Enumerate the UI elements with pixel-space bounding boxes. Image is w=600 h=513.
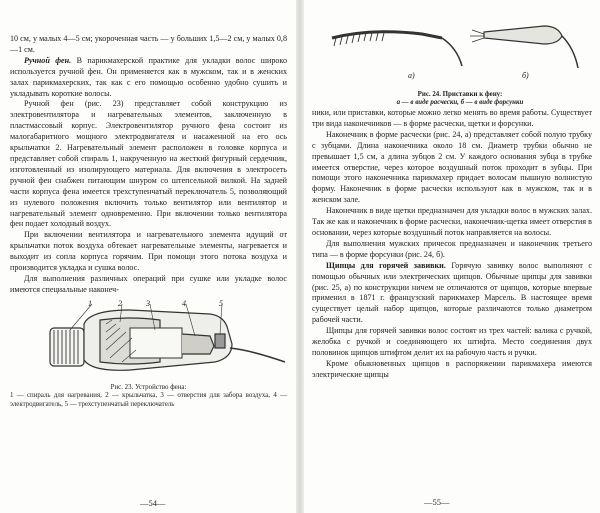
left-paragraph-2-text: В парикмахерской практике для укладки волос широко используется ручной фен. Он применяется как в мужском, так и в женских залах парикмахерских, так как с его помощью особенно удобно сушить и укладывать короткие волосы. bbox=[10, 55, 287, 98]
fig23-label-1: 1 bbox=[88, 299, 92, 308]
left-paragraph-3: Ручной фен (рис. 23) представляет собой конструкцию из электровентилятора и нагревательных элементов, заключенную в пластмассовый корпус. Электровентилятор ручного фена состоит из малогабаритного мощного электродвигателя и насаженной на его ось крыльчатки 2. Нагревательный элемент расположен в головке корпуса и представляет собой спираль 1, накрученную на жесткий фигурный сердечник, изготовленный из изолирующего материала. Для включения в электросеть ручной фен снабжен питающим шнуром со штепсельной вилкой. На задней части корпуса фена имеется трехступенчатый переключатель 5, позволяющий из нулевого положения включить только вентилятор или вентилятор и нагревательный элемент одновременно. При включении только вентилятора фен подает холодный воздух. bbox=[10, 99, 287, 229]
right-paragraph-5 bbox=[312, 261, 592, 326]
right-paragraph-6: Щипцы для горячей завивки волос состоят из трех частей: валика с ручкой, желобка с ручкой и соединяющего их штифта. Место соединения двух половинок щипцов штифтом делит их на рабочую часть и ручки. bbox=[312, 326, 592, 357]
figure-24-attachments bbox=[312, 8, 594, 88]
left-paragraph-1: 10 см, у малых 4—5 см; укороченная часть — у больших 1,5—2 см, у малых 0,8—1 см. bbox=[10, 34, 287, 54]
fig24-label-b: б) bbox=[522, 71, 529, 80]
fig23-label-4: 4 bbox=[182, 299, 186, 308]
fig23-label-3: 3 bbox=[146, 299, 150, 308]
left-paragraph-2 bbox=[10, 56, 287, 100]
right-paragraph-3: Наконечник в виде щетки предназначен для укладки волос в мужских залах. Так же как и наконечник в форме расчески, наконечник-щетка имеет отверстия в основании, через которые воздушный поток направляется на волосы. bbox=[312, 206, 592, 237]
page-number-right: —55— bbox=[424, 497, 450, 507]
fig23-label-2: 2 bbox=[118, 299, 122, 308]
right-paragraph-1: ники, или приставки, которые можно легко менять во время работы. Существует три вида наконечников — в форме расчески, щетки и форсунки. bbox=[312, 108, 592, 128]
figure-23-title: Рис. 23. Устройство фена: bbox=[110, 383, 187, 391]
fig24-label-a: а) bbox=[408, 71, 415, 80]
figure-24-title: Рис. 24. Приставки к фену: bbox=[417, 91, 503, 98]
figure-24-legend: а — в виде расчески, б — в виде форсунки bbox=[396, 99, 524, 107]
right-paragraph-2: Наконечник в форме расчески (рис. 24, а) представляет собой полую трубку с зубцами. Длина наконечника около 18 см. Диаметр трубки обычно не превышает 1,5 см, а длина зубцов 2 см. У каждого основания зубца в трубке имеется отверстие, через которое воздушный поток проходит в зубцы. При помощи этого наконечника парикмахер придает волосам пышную волнистую форму. Наконечник в форме расчески используют как в мужском, так и в женском зале. bbox=[312, 129, 592, 205]
hair-dryer-cutaway-illustration bbox=[10, 300, 287, 382]
figure-23-legend: 1 — спираль для нагревания, 2 — крыльчатка, 3 — отверстия для забора воздуха, 4 — электродвигатель, 5 — трехступенчатый переключатель bbox=[10, 392, 287, 408]
figure-23-hair-dryer-diagram bbox=[10, 300, 287, 382]
right-paragraph-5-text: Горячую завивку волос выполняют с помощью обычных или электрических щипцов. Обычные щипцы для завивки (рис. 25, а) по конструкции ничем не отличаются от щипцов, которые впервые применил в 1871 г. французский парикмахер Марсель. В настоящее время существует целый набор щипцов, которые различаются только диаметром рабочей части. bbox=[312, 260, 593, 325]
term-hot-curling-tongs: Щипцы для горячей завивки. bbox=[326, 260, 446, 270]
figure-23-caption bbox=[10, 384, 287, 410]
dryer-attachments-illustration bbox=[312, 8, 594, 88]
term-hand-dryer: Ручной фен. bbox=[24, 55, 72, 65]
right-page bbox=[312, 108, 592, 381]
left-paragraph-5: Для выполнения различных операций при сушке или укладке волос имеются специальные наконеч- bbox=[10, 273, 287, 294]
left-paragraph-4: При включении вентилятора и нагревательного элемента идущий от крыльчатки поток воздуха обтекает нагревательные элементы, нагревается и выходит из сопла корпуса горячим. При помощи этого потока воздуха и производится укладка и сушка волос. bbox=[10, 230, 287, 273]
book-gutter bbox=[296, 0, 304, 513]
page-number-left: —54— bbox=[140, 498, 166, 508]
left-page bbox=[10, 34, 287, 410]
right-paragraph-4: Для выполнения мужских причесок предназначен и наконечник третьего типа — в форме форсунки (рис. 24, б). bbox=[312, 238, 592, 259]
figure-24-caption bbox=[330, 91, 590, 108]
right-paragraph-7: Кроме обыкновенных щипцов в распоряжении парикмахера имеются электрические щипцы bbox=[312, 358, 592, 379]
fig23-label-5: 5 bbox=[219, 299, 223, 308]
